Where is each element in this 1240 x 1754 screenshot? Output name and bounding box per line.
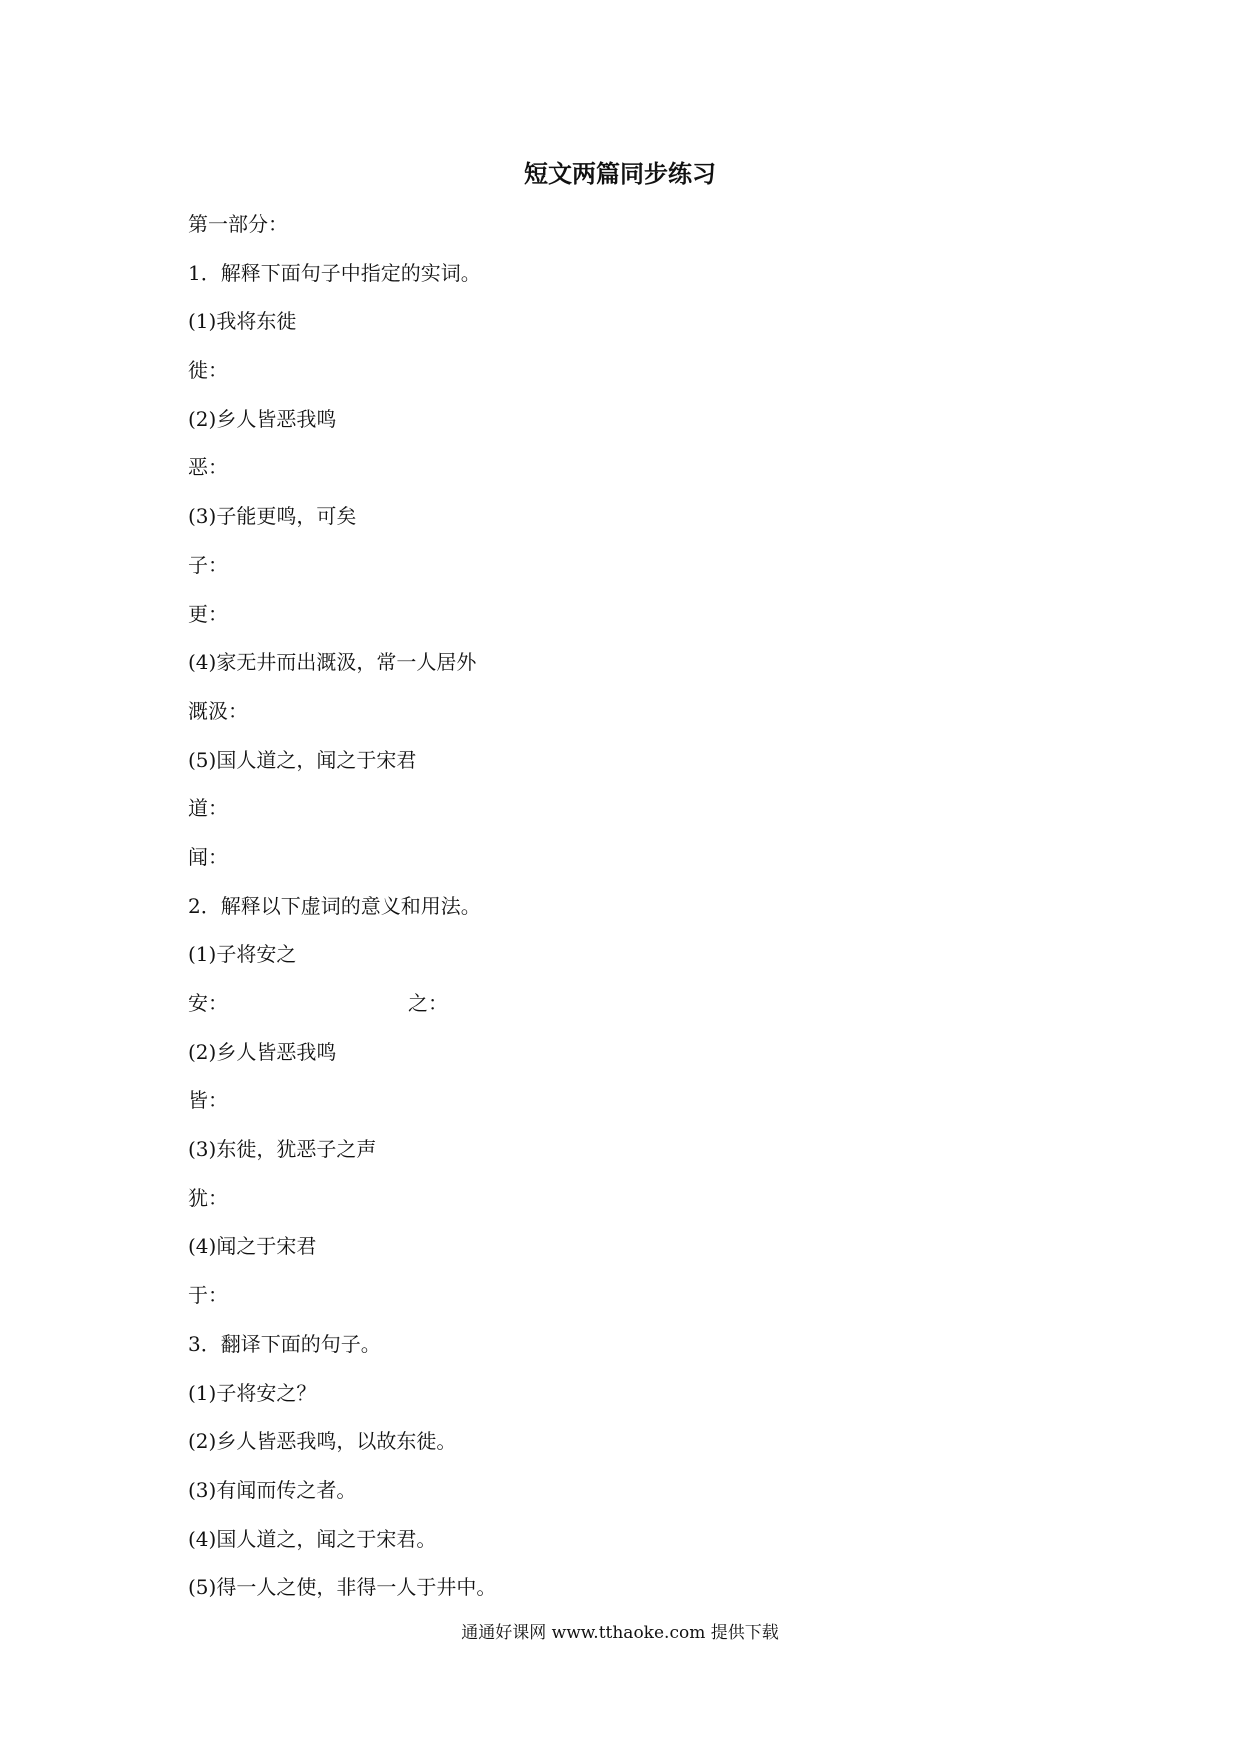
answer-prompt-row: [188, 986, 1068, 1035]
translation-item: (4)国人道之，闻之于宋君。: [188, 1526, 437, 1551]
question-item: (5)国人道之，闻之于宋君: [188, 747, 417, 772]
answer-prompt: 于：: [188, 1283, 228, 1308]
answer-prompt: 道：: [188, 796, 228, 821]
answer-prompt: 溉汲：: [188, 698, 248, 723]
answer-prompt: 犹：: [188, 1185, 228, 1210]
section-heading: 第一部分：: [188, 212, 288, 236]
question-item: (2)乡人皆恶我鸣: [188, 406, 337, 431]
answer-prompt: 恶：: [188, 455, 228, 480]
question-item: (1)子将安之: [188, 942, 297, 967]
question-item: (1)我将东徙: [188, 309, 297, 334]
answer-prompt: 闻：: [188, 844, 228, 869]
translation-item: (5)得一人之使，非得一人于井中。: [188, 1575, 497, 1600]
question-item: (3)子能更鸣，可矣: [188, 504, 357, 529]
question-2-heading: 2．解释以下虚词的意义和用法。: [188, 893, 481, 918]
answer-prompt: 更：: [188, 601, 228, 626]
question-item: (4)家无井而出溉汲，常一人居外: [188, 650, 477, 675]
document-title: 短文两篇同步练习: [524, 160, 716, 188]
translation-item: (1)子将安之？: [188, 1380, 317, 1405]
answer-prompt: 徙：: [188, 358, 228, 383]
translation-item: (2)乡人皆恶我鸣，以故东徙。: [188, 1429, 457, 1454]
page-footer: 通通好课网 www.tthaoke.com 提供下载: [461, 1623, 779, 1643]
question-item: (2)乡人皆恶我鸣: [188, 1039, 337, 1064]
question-3-heading: 3．翻译下面的句子。: [188, 1331, 381, 1356]
answer-prompt: 安：: [188, 991, 228, 1015]
question-item: (3)东徙，犹恶子之声: [188, 1137, 377, 1162]
answer-prompt: 子：: [188, 552, 228, 577]
translation-item: (3)有闻而传之者。: [188, 1477, 357, 1502]
question-item: (4)闻之于宋君: [188, 1234, 317, 1259]
question-1-heading: 1．解释下面句子中指定的实词。: [188, 260, 481, 285]
exercise-content: [188, 207, 1068, 1619]
answer-prompt: 皆：: [188, 1088, 228, 1113]
answer-prompt: 之：: [408, 991, 448, 1015]
